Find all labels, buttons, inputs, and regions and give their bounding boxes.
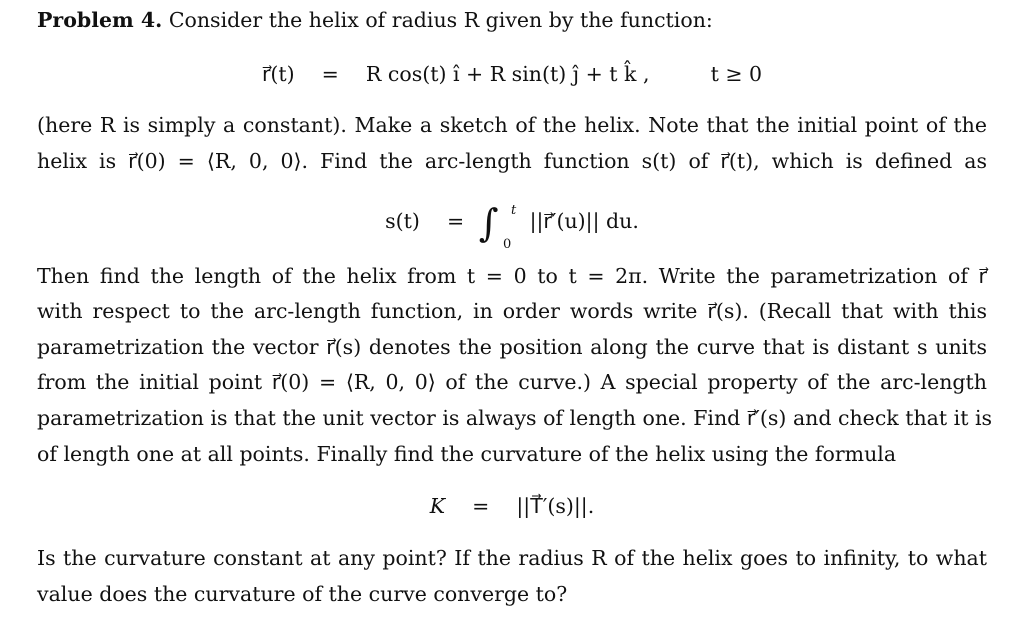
eq2-rel: = bbox=[446, 209, 465, 233]
eq1-condition: t ≥ 0 bbox=[710, 62, 763, 86]
para2-line-6: of length one at all points. Finally find the curvature of the helix using the formula bbox=[37, 442, 897, 466]
problem-intro-line bbox=[37, 6, 987, 34]
equation-arclength bbox=[0, 201, 1024, 252]
integral-sign: ∫ bbox=[478, 201, 499, 245]
para3-line-2: value does the curvature of the curve converge to? bbox=[37, 582, 568, 606]
eq1-rhs: R cos(t) î + R sin(t) ĵ + t k̂ , bbox=[365, 62, 650, 86]
para1-line-2: helix is r⃗(0) = ⟨R, 0, 0⟩. Find the arc-length function s(t) of r⃗(t), which is defined as bbox=[37, 149, 987, 173]
para2-line-2: with respect to the arc-length function, in order words write r⃗(s). (Recall that with this bbox=[37, 299, 987, 323]
eq1-rel: = bbox=[321, 62, 339, 86]
eq2-lower-limit: 0 bbox=[503, 236, 512, 252]
eq3-rhs: ||T⃗′(s)||. bbox=[516, 494, 595, 518]
para1-line-1: (here R is simply a constant). Make a sketch of the helix. Note that the initial point of the bbox=[37, 113, 987, 137]
para2-line-1: Then find the length of the helix from t = 0 to t = 2π. Write the parametrization of r⃗ bbox=[37, 264, 987, 288]
eq2-integrand: ||r⃗′(u)|| du. bbox=[529, 209, 639, 233]
eq3-rel: = bbox=[472, 494, 490, 518]
problem-heading: Problem 4. bbox=[37, 8, 163, 32]
eq2-upper-limit: t bbox=[511, 202, 517, 218]
equation-helix bbox=[0, 60, 1024, 88]
para2-line-3: parametrization the vector r⃗(s) denotes the position along the curve that is distant s units bbox=[37, 335, 987, 359]
para3-line-1: Is the curvature constant at any point? If the radius R of the helix goes to infinity, to what bbox=[37, 546, 987, 570]
para2-line-4: from the initial point r⃗(0) = ⟨R, 0, 0⟩ of the curve.) A special property of the arc-length bbox=[37, 370, 987, 394]
equation-curvature bbox=[0, 492, 1024, 520]
eq2-lhs: s(t) bbox=[385, 209, 420, 233]
para2-line-5: parametrization is that the unit vector is always of length one. Find r⃗′(s) and check that it is bbox=[37, 406, 993, 430]
eq3-lhs: K bbox=[429, 494, 446, 518]
eq1-lhs: r⃗(t) bbox=[261, 62, 295, 86]
problem-intro: Consider the helix of radius R given by the function: bbox=[168, 8, 713, 32]
